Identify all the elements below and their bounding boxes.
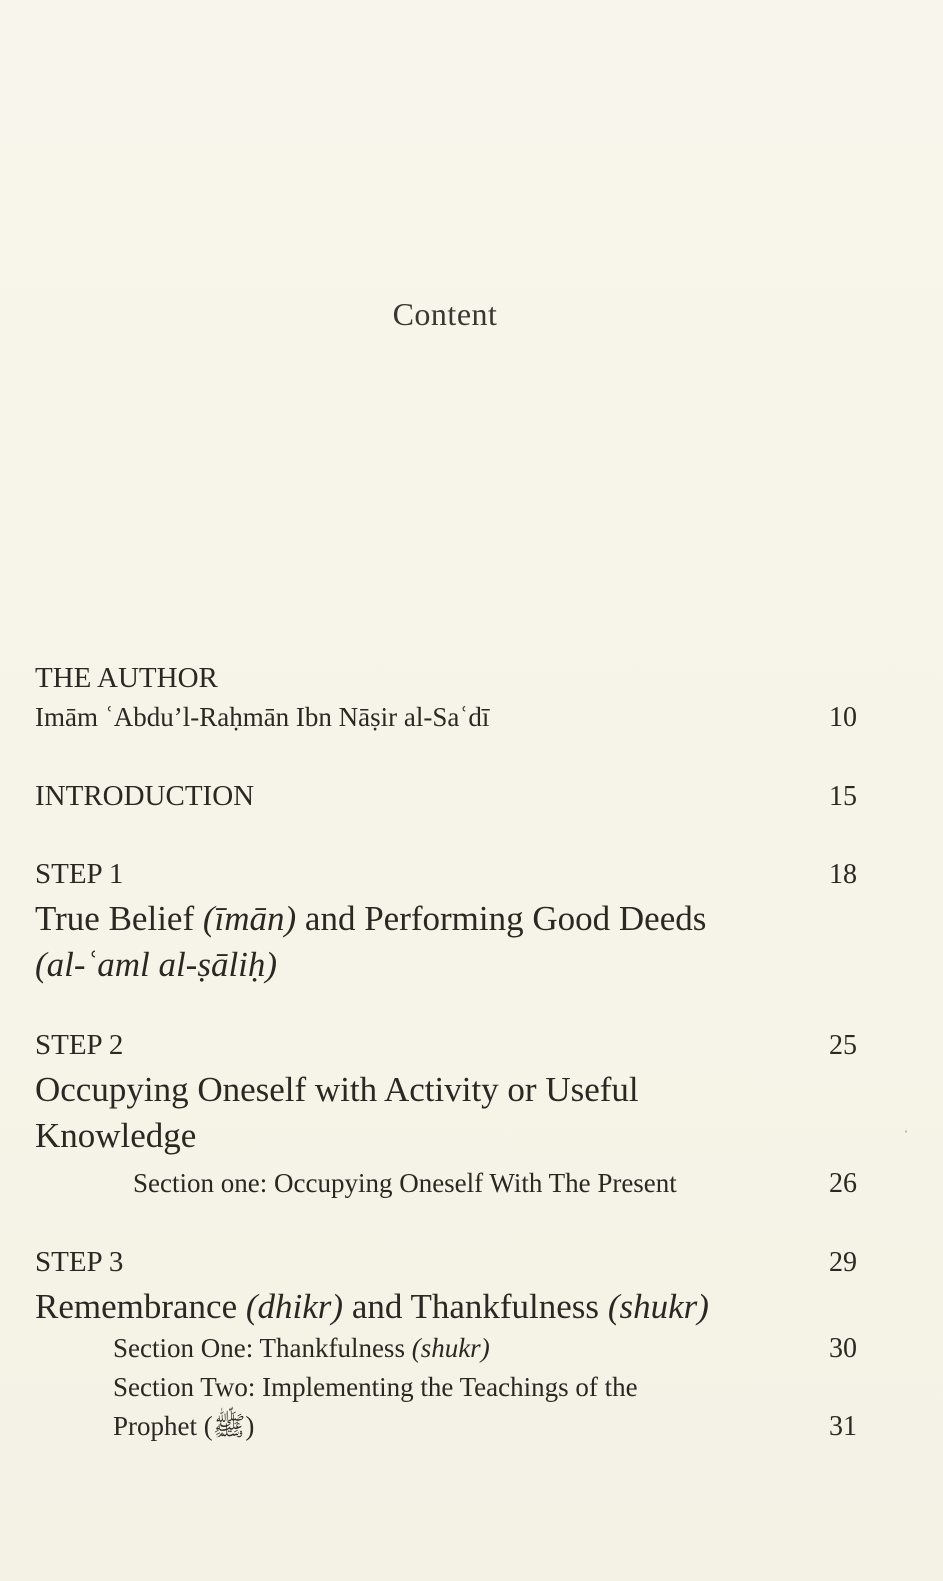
step-3-title-term: (dhikr) [245,1287,344,1326]
step-1-title-term: (īmān) [202,899,297,938]
step-3-heading: STEP 3 [35,1246,124,1278]
step-3-page-number: 29 [829,1247,857,1278]
step-3-title-part: Remembrance [35,1287,246,1326]
step-2-heading: STEP 2 [35,1029,124,1061]
step-2-section-1-page-number: 26 [829,1168,857,1199]
paper-speck [905,1130,907,1133]
step-3-section-2-page-number: 31 [829,1411,857,1442]
toc-entry-step-3[interactable] [35,1246,857,1279]
step-1-title [35,896,795,988]
step-1-title-part: True Belief [35,899,203,938]
toc-entry-author-heading [35,662,857,695]
toc-entry-author[interactable] [35,702,857,734]
author-name: Imām ʿAbdu’l-Raḥmān Ibn Nāṣir al-Saʿdī [35,702,490,732]
author-page-number: 10 [829,702,857,733]
toc-entry-step-2[interactable] [35,1029,857,1062]
step-2-section-1-label: Section one: Occupying Oneself With The Present [133,1168,677,1198]
step-1-title-term: (al-ʿaml al-ṣāliḥ) [35,945,278,984]
step-3-section-1-term: (shukr) [411,1333,490,1363]
step-3-section-1-page-number: 30 [829,1333,857,1364]
step-3-section-1-label: Section One: Thankfulness [113,1333,412,1363]
step-2-title [35,1067,795,1159]
step-2-title-line: Knowledge [35,1116,197,1155]
step-2-title-line: Occupying Oneself with Activity or Useful [35,1070,639,1109]
step-3-section-2-line: Prophet (ﷺ) [113,1411,255,1441]
introduction-heading: INTRODUCTION [35,780,255,812]
step-3-title-term: (shukr) [607,1287,709,1326]
author-heading: THE AUTHOR [35,662,218,694]
step-3-title-part: and Thankfulness [343,1287,608,1326]
step-1-heading: STEP 1 [35,858,124,890]
page-title: Content [392,296,498,332]
step-3-title [35,1284,795,1330]
toc-entry-step-1[interactable] [35,858,857,891]
step-3-section-2-line: Section Two: Implementing the Teachings of the [113,1372,638,1402]
toc-entry-introduction[interactable] [35,780,857,813]
step-1-page-number: 18 [829,859,857,890]
step-1-title-part: and Performing Good Deeds [296,899,707,938]
toc-entry-step-3-section-2 [113,1411,857,1443]
toc-entry-step-3-section-1[interactable] [113,1333,857,1365]
step-2-page-number: 25 [829,1030,857,1061]
toc-entry-step-2-section-1[interactable] [133,1168,857,1200]
introduction-page-number: 15 [829,781,857,812]
